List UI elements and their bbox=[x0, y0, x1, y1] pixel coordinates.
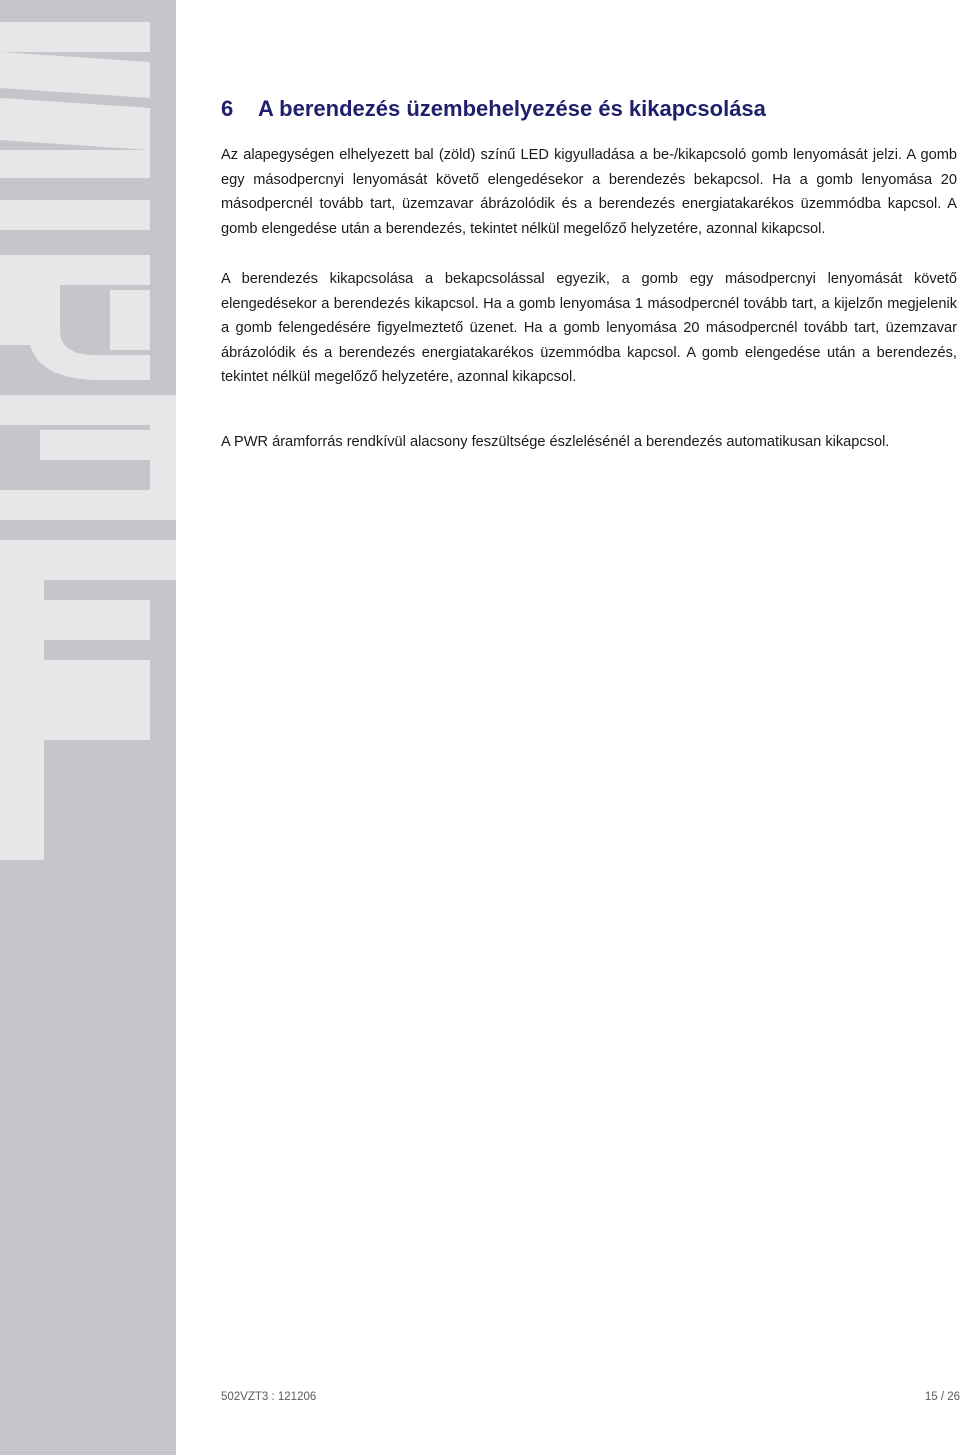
paragraph-low-voltage: A PWR áramforrás rendkívül alacsony feszültsége észlelésénél a berendezés automatikusan kikapcsol. bbox=[221, 434, 890, 450]
sidebar-band bbox=[0, 0, 176, 1455]
footer-page-number: 15 / 26 bbox=[924, 1391, 960, 1403]
paragraph-power-off: A berendezés kikapcsolása a bekapcsolással egyezik, a gomb egy másodpercnyi lenyomását követő elengedésekor a berendezés kikapcsol. Ha a gomb lenyomása 1 másodpercnél tovább tart, a kijelzőn megjelenik a gomb felengedésére figyelmeztető üzenet. Ha a gomb lenyomása 20 másodpercnél tovább tart, üzemzavar ábrázolódik és a berendezés energiatakarékos üzemmódba kapcsol. A gomb elengedése után a berendezés, tekintet nélkül megelőző helyzetére, azonnal kikapcsol. bbox=[221, 271, 957, 386]
paragraph-power-on: Az alapegységen elhelyezett bal (zöld) színű LED kigyulladása a be-/kikapcsoló gomb lenyomását jelzi. A gomb egy másodpercnyi lenyomását követő elengedésekor a berendezés bekapcsol. Ha a gomb lenyomása 20 másodpercnél tovább tart, üzemzavar ábrázolódik és a berendezés energiatakarékos üzemmódba kapcsol. A gomb elengedése után a berendezés, tekintet nélkül megelőző helyzetére, azonnal kikapcsol. bbox=[221, 147, 957, 237]
section-heading bbox=[221, 96, 766, 122]
section-title: A berendezés üzembehelyezése és kikapcsolása bbox=[258, 96, 766, 121]
brand-watermark-logo bbox=[0, 0, 176, 860]
footer-doc-code: 502VZT3 : 121206 bbox=[221, 1391, 317, 1403]
section-number: 6 bbox=[221, 96, 234, 121]
